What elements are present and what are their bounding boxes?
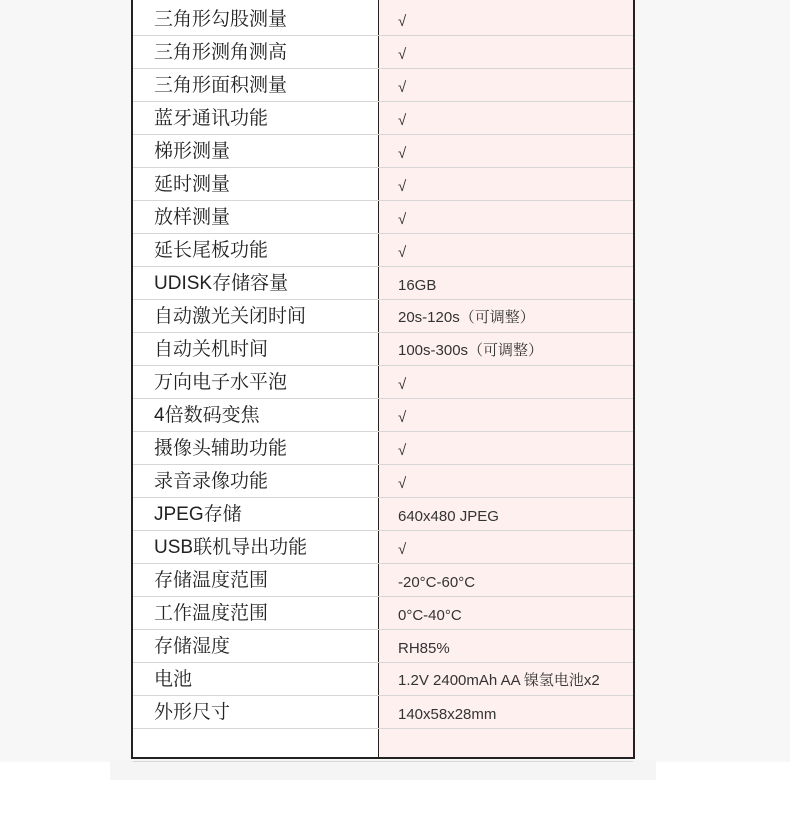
spec-label: 自动激光关闭时间 (154, 306, 307, 327)
table-row (133, 267, 633, 300)
spec-label: 蓝牙通讯功能 (154, 108, 269, 129)
spec-label: 万向电子水平泡 (154, 372, 288, 393)
spec-value: √ (398, 442, 407, 459)
table-row (133, 729, 633, 762)
spec-value: 0°C-40°C (398, 607, 462, 624)
spec-value: √ (398, 46, 407, 63)
spec-label: 延时测量 (154, 174, 231, 195)
table-row (133, 630, 633, 663)
page-backdrop-lower (110, 760, 656, 780)
spec-value: RH85% (398, 640, 450, 657)
spec-value: √ (398, 79, 407, 96)
spec-value: √ (398, 13, 407, 30)
spec-value: √ (398, 112, 407, 129)
table-row (133, 333, 633, 366)
spec-table (131, 0, 635, 759)
spec-rows (133, 0, 633, 762)
spec-label: JPEG存储 (154, 504, 242, 525)
spec-label: 三角形测角测高 (154, 42, 288, 63)
spec-label: 存储湿度 (154, 636, 231, 657)
spec-label: 4倍数码变焦 (154, 405, 260, 426)
table-row (133, 366, 633, 399)
spec-label: USB联机导出功能 (154, 537, 308, 558)
table-row (133, 168, 633, 201)
spec-value: 100s-300s（可调整） (398, 342, 544, 359)
table-row (133, 300, 633, 333)
spec-label: 电池 (154, 669, 193, 690)
spec-label: 放样测量 (154, 207, 231, 228)
spec-label: 三角形面积测量 (154, 75, 288, 96)
spec-value: 20s-120s（可调整） (398, 309, 535, 326)
table-row (133, 0, 633, 36)
table-row (133, 69, 633, 102)
spec-label: 外形尺寸 (154, 702, 231, 723)
spec-value: √ (398, 178, 407, 195)
spec-value: 140x58x28mm (398, 706, 497, 723)
spec-label: 梯形测量 (154, 141, 231, 162)
table-row (133, 135, 633, 168)
spec-value: √ (398, 376, 407, 393)
table-row (133, 663, 633, 696)
spec-label: UDISK存储容量 (154, 273, 289, 294)
spec-label: 延长尾板功能 (154, 240, 269, 261)
spec-label: 自动关机时间 (154, 339, 269, 360)
spec-value: √ (398, 541, 407, 558)
spec-value: 16GB (398, 277, 437, 294)
spec-value: √ (398, 409, 407, 426)
spec-label: 存储温度范围 (154, 570, 269, 591)
spec-value: -20°C-60°C (398, 574, 476, 591)
spec-value: 1.2V 2400mAh AA 镍氢电池x2 (398, 672, 600, 689)
table-row (133, 597, 633, 630)
spec-value: √ (398, 145, 407, 162)
spec-label: 摄像头辅助功能 (154, 438, 288, 459)
table-row (133, 465, 633, 498)
spec-value: 640x480 JPEG (398, 508, 499, 525)
spec-label: 三角形勾股测量 (154, 9, 288, 30)
spec-label: 工作温度范围 (154, 603, 269, 624)
spec-label: 录音录像功能 (154, 471, 269, 492)
table-row (133, 498, 633, 531)
table-row (133, 36, 633, 69)
table-row (133, 102, 633, 135)
table-row (133, 564, 633, 597)
table-row (133, 399, 633, 432)
table-row (133, 201, 633, 234)
spec-value: √ (398, 475, 407, 492)
table-row (133, 696, 633, 729)
table-row (133, 234, 633, 267)
table-row (133, 531, 633, 564)
table-row (133, 432, 633, 465)
spec-value: √ (398, 244, 407, 261)
spec-value: √ (398, 211, 407, 228)
